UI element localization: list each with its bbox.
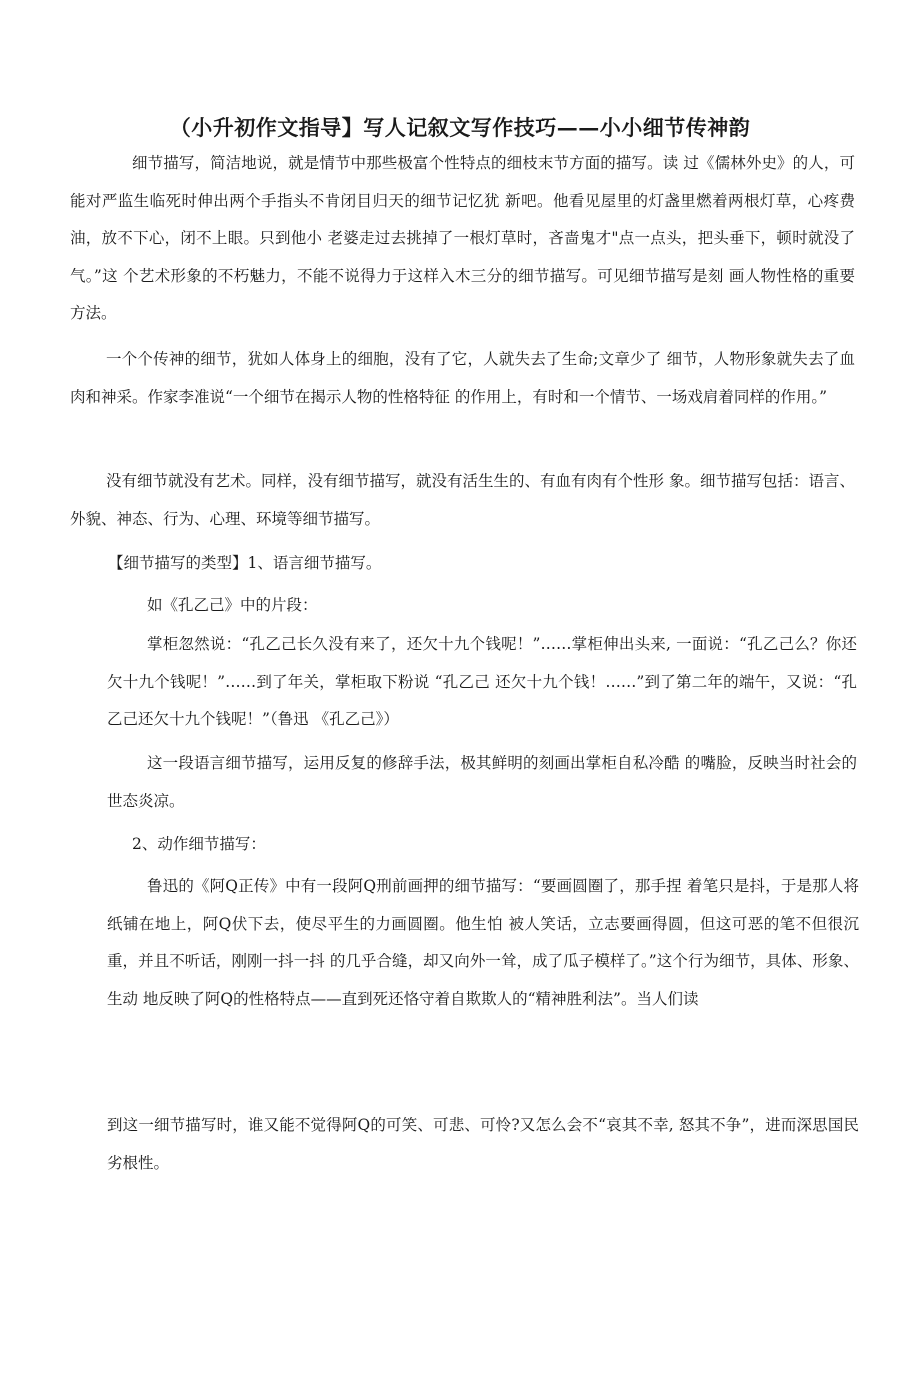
section-heading-language-detail: 【细节描写的类型】1、语言细节描写。 bbox=[108, 554, 382, 572]
paragraph-intro: 细节描写，简洁地说，就是情节中那些极富个性特点的细枝末节方面的描写。读 过《儒林外史》的人，可能对严监生临死时伸出两个手指头不肯闭目归天的细节记忆犹 新吧。他看见屋里的灯盏里燃着两根灯草，心疼费油，放不下心，闭不上眼。只到他小 老婆走过去挑掉了一根灯草时，吝啬鬼才"点一点头，把头垂下，顿时就没了气。”这 个艺术形象的不朽魅力，不能不说得力于这样入木三分的细节描写。可见细节描写是刻 画人物性格的重要方法。 bbox=[70, 154, 855, 322]
paragraph-example-intro: 如《孔乙己》中的片段： bbox=[147, 596, 318, 614]
section-heading-action-detail: 2、动作细节描写： bbox=[132, 835, 266, 853]
document-title: （小升初作文指导】写人记叙文写作技巧——小小细节传神韵 bbox=[169, 115, 751, 141]
paragraph-ah-q-quote: 鲁迅的《阿Q正传》中有一段阿Q刑前画押的细节描写：“要画圆圈了，那手捏 着笔只是抖，于是那人将纸铺在地上，阿Q伏下去，使尽平生的力画圆圈。他生怕 被人笑话，立志要画得圆，但这可恶的笔不但很沉重，并且不听话，刚刚一抖一抖 的几乎合缝，却又向外一耸，成了瓜子模样了。”这个行为细节，具体、形象、生动 地反映了阿Q的性格特点——直到死还恪守着自欺欺人的“精神胜利法”。当人们读 bbox=[107, 877, 859, 1008]
paragraph-language-analysis: 这一段语言细节描写，运用反复的修辞手法，极其鲜明的刻画出掌柜自私冷酷 的嘴脸，反映当时社会的世态炎凉。 bbox=[107, 754, 857, 810]
paragraph-detail-importance: 一个个传神的细节，犹如人体身上的细胞，没有了它，人就失去了生命;文章少了 细节，人物形象就失去了血肉和神采。作家李准说“一个细节在揭示人物的性格特征 的作用上，有时和一个情节、一场戏肩着同样的作用。” bbox=[70, 350, 855, 406]
paragraph-kong-yiji-quote: 掌柜忽然说：“孔乙己长久没有来了，还欠十九个钱呢！”……掌柜伸出头来, 一面说：“孔乙己么？你还欠十九个钱呢！”……到了年关，掌柜取下粉说 “孔乙己 还欠十九个钱！……”到了第二年的端午，又说：“孔乙己还欠十九个钱呢！”（鲁迅 《孔乙己》） bbox=[107, 635, 857, 728]
paragraph-ah-q-conclusion: 到这一细节描写时，谁又能不觉得阿Q的可笑、可悲、可怜?又怎么会不“哀其不幸, 怒其不争”，进而深思国民劣根性。 bbox=[107, 1116, 859, 1172]
paragraph-detail-types-overview: 没有细节就没有艺术。同样，没有细节描写，就没有活生生的、有血有肉有个性形 象。细节描写包括：语言、外貌、神态、行为、心理、环境等细节描写。 bbox=[70, 472, 855, 528]
